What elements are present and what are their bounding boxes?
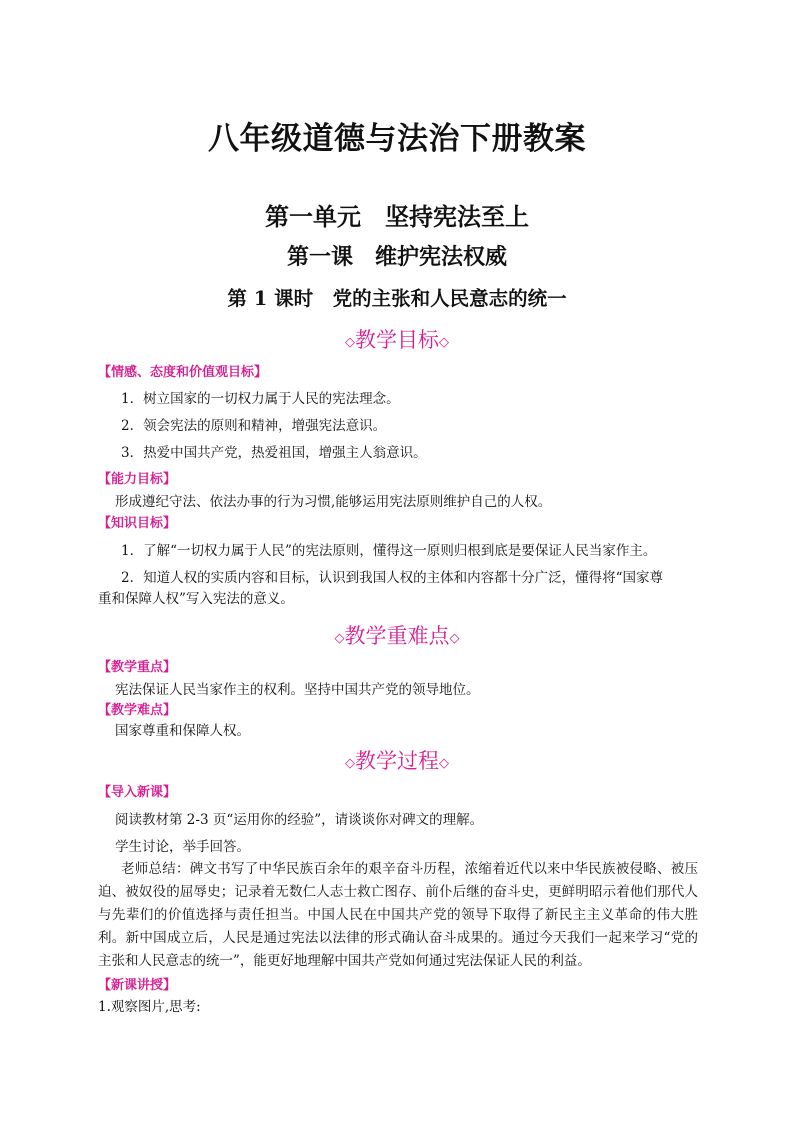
label-knowledge-goals: 【知识目标】 <box>98 516 177 531</box>
diamond-icon: ◇ <box>439 335 449 350</box>
label-new-lesson: 【新课讲授】 <box>98 978 177 993</box>
label-emotion-goals: 【情感、态度和价值观目标】 <box>98 365 268 380</box>
paragraph: 宪法保证人民当家作主的权利。坚持中国共产党的领导地位。 <box>115 682 480 698</box>
document-title: 八年级道德与法治下册教案 <box>208 121 586 157</box>
list-item: 3．热爱中国共产党，热爱祖国，增强主人翁意识。 <box>121 445 427 461</box>
unit-heading: 第一单元 坚持宪法至上 <box>265 202 529 231</box>
label-intro: 【导入新课】 <box>98 785 177 800</box>
list-item: 1．树立国家的一切权力属于人民的宪法理念。 <box>121 391 400 407</box>
period-heading: 第 1 课时 党的主张和人民意志的统一 <box>227 287 567 310</box>
list-item: 1．了解“一切权力属于人民”的宪法原则，懂得这一原则归根到底是要保证人民当家作主。 <box>121 543 657 559</box>
paragraph: 阅读教材第 2-3 页“运用你的经验”，请谈谈你对碑文的理解。 <box>115 812 484 828</box>
label-key-point: 【教学重点】 <box>98 660 177 675</box>
summary-paragraph: 老师总结：碑文书写了中华民族百余年的艰辛奋斗历程，浓缩着近代以来中华民族被侵略、被压迫、被奴役的屈辱史；记录着无数仁人志士救亡图存、前仆后继的奋斗史，更鲜明昭示着他们那代人与先辈们的价值选择与责任担当。中国人民在中国共产党的领导下取得了新民主主义革命的伟大胜利。新中国成立后，人民是通过宪法以法律的形式确认奋斗成果的。通过今天我们一起来学习“党的主张和人民意志的统一”，能更好地理解中国共产党如何通过宪法保证人民的利益。 <box>98 861 698 969</box>
label-ability-goals: 【能力目标】 <box>98 472 177 487</box>
section-title: 教学重难点 <box>344 624 450 648</box>
list-item: 2．领会宪法的原则和精神，增强宪法意识。 <box>121 418 387 434</box>
diamond-icon: ◇ <box>449 631 460 646</box>
section-heading-process <box>0 745 794 775</box>
section-heading-keypoints <box>0 620 794 650</box>
diamond-icon: ◇ <box>345 756 355 771</box>
paragraph: 学生讨论，举手回答。 <box>115 839 250 855</box>
section-heading-goals <box>0 324 794 354</box>
lesson-heading: 第一课 维护宪法权威 <box>286 244 507 270</box>
diamond-icon: ◇ <box>334 631 345 646</box>
label-difficult-point: 【教学难点】 <box>98 703 177 718</box>
list-item: 2．知道人权的实质内容和目标，认识到我国人权的主体和内容都十分广泛，懂得将“国家尊 <box>121 570 663 586</box>
section-title: 教学目标 <box>355 328 439 352</box>
diamond-icon: ◇ <box>439 756 449 771</box>
section-title: 教学过程 <box>355 749 439 773</box>
diamond-icon: ◇ <box>345 335 355 350</box>
list-item-continuation: 重和保障人权”写入宪法的意义。 <box>98 591 294 607</box>
paragraph: 1.观察图片,思考: <box>98 999 201 1015</box>
paragraph: 国家尊重和保障人权。 <box>115 723 250 739</box>
paragraph: 形成遵纪守法、依法办事的行为习惯,能够运用宪法原则维护自己的人权。 <box>115 494 552 510</box>
